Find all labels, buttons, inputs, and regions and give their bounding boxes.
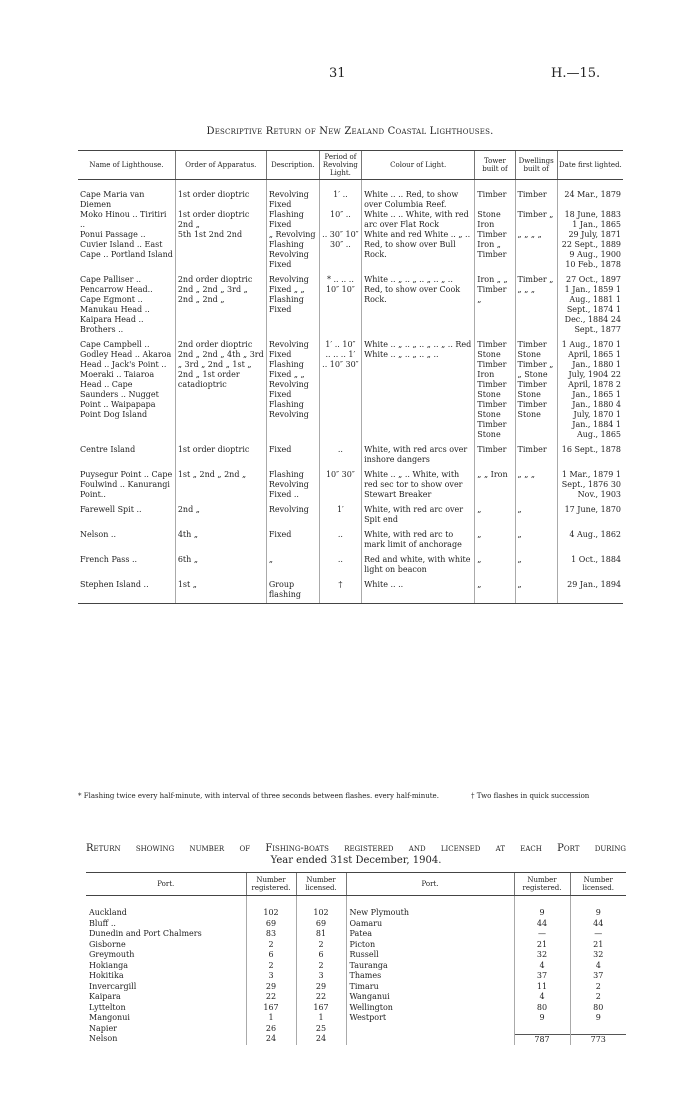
- lighthouse-cell-dwell: Timber Stone Timber „ „ Stone Timber Stone Timber Stone: [515, 335, 557, 440]
- right-boats-cell-reg: 4: [514, 961, 570, 972]
- lighthouse-cell-desc: Revolving Fixed „ „ Flashing Fixed: [266, 270, 319, 335]
- lighthouse-cell-order: 2nd order dioptric 2nd „ 2nd „ 3rd „ 2nd „ 2nd „: [175, 270, 266, 335]
- right-boats-cell-lic: 4: [570, 961, 626, 972]
- left-boats-cell-lic: 102: [296, 896, 346, 919]
- lighthouse-cell-name: Puysegur Point .. Cape Foulwind .. Kanurangi Point..: [80, 470, 173, 499]
- left-boats-cell-reg: 2: [246, 940, 296, 951]
- left-boats-cell-port: Invercargill: [89, 981, 137, 991]
- lighthouse-cell-desc: Revolving Fixed Flashing Fixed „ „ Revolving Fixed Flashing Revolving: [266, 335, 319, 440]
- right-boats-cell-port: Wanganui: [346, 992, 514, 1003]
- lighthouse-cell-desc: Fixed: [266, 440, 319, 465]
- left-boats-cell-reg: 83: [246, 929, 296, 940]
- left-boats-cell-lic: 81: [296, 929, 346, 940]
- boats-row: [86, 982, 626, 993]
- right-boats-cell-reg: 11: [514, 982, 570, 993]
- lighthouse-cell-period: 10″ 30″: [319, 465, 361, 500]
- lighthouse-cell-colour: White .. .. White, with red arc over Flat Rock: [362, 210, 475, 230]
- lighthouse-cell-tower: „: [475, 525, 515, 550]
- lighthouse-cell-colour: White, with red arcs over inshore dangers: [362, 440, 475, 465]
- lighthouse-cell-colour: White .. .. Red, to show over Columbia Reef.: [362, 180, 475, 211]
- lighthouse-cell-name: Stephen Island ..: [78, 575, 175, 604]
- lighthouse-row: [78, 575, 623, 604]
- lighthouse-cell-order: 1st order dioptric: [175, 440, 266, 465]
- lighthouse-cell-date: 24 Mar., 1879: [557, 180, 623, 211]
- left-boats-cell-port: Mangonui: [89, 1013, 130, 1022]
- right-boats-cell-reg: 80: [514, 1003, 570, 1014]
- left-boats-cell-reg: 29: [246, 982, 296, 993]
- right-boats-cell-lic: 44: [570, 919, 626, 930]
- lighthouse-cell-tower: „: [475, 500, 515, 525]
- left-boats-cell-port: Lyttelton: [89, 1002, 126, 1012]
- left-boats-cell-lic: 29: [296, 982, 346, 993]
- lighthouse-cell-dwell: „: [515, 500, 557, 525]
- lighthouse-cell-order: 2nd „: [175, 500, 266, 525]
- left-boats-cell-port: Greymouth: [89, 950, 135, 959]
- lighthouse-row: [78, 465, 623, 500]
- right-boats-cell-port: Oamaru: [346, 919, 514, 930]
- lighthouse-return-title: Descriptive Return of New Zealand Coastal Lighthouses.: [206, 126, 494, 137]
- lighthouse-cell-dwell: Timber: [515, 440, 557, 465]
- lighthouse-table: [78, 150, 623, 604]
- left-boats-cell-reg: 167: [246, 1003, 296, 1014]
- lighthouse-row: [78, 270, 623, 335]
- lighthouse-cell-name: Farewell Spit ..: [80, 505, 142, 514]
- column-header: Description.: [266, 151, 319, 180]
- boats-row: [86, 992, 626, 1003]
- lighthouse-header-row: [78, 151, 623, 180]
- column-header: Date first lighted.: [557, 151, 623, 180]
- lighthouse-cell-colour: White, with red arc to mark limit of anchorage: [362, 525, 475, 550]
- left-boats-cell-lic: 69: [296, 919, 346, 930]
- right-boats-cell-reg: —: [514, 929, 570, 940]
- left-boats-cell-reg: 24: [246, 1034, 296, 1045]
- lighthouse-cell-date: 29 Jan., 1894: [557, 575, 623, 604]
- right-boats-cell-lic: 2: [570, 992, 626, 1003]
- lighthouse-cell-dwell: „: [515, 575, 557, 604]
- lighthouse-cell-desc: „ Revolving Flashing Revolving Fixed: [266, 230, 319, 270]
- right-boats-cell-reg: [514, 1024, 570, 1035]
- lighthouse-cell-order: 1st order dioptric: [175, 180, 266, 211]
- left-boats-cell-lic: 3: [296, 971, 346, 982]
- left-boats-cell-port: Kaipara: [89, 992, 121, 1001]
- page-number: 31: [329, 66, 346, 81]
- right-boats-cell-lic: [570, 1024, 626, 1035]
- right-boats-cell-port: Timaru: [346, 982, 514, 993]
- column-header: Number registered.: [246, 873, 296, 896]
- column-header: Name of Lighthouse.: [78, 151, 175, 180]
- lighthouse-row: [78, 525, 623, 550]
- lighthouse-cell-dwell: Timber „ „ „ „: [515, 270, 557, 335]
- lighthouse-cell-name: Cape Palliser .. Pencarrow Head.. Cape Egmont .. Manukau Head .. Kaipara Head .. Brothers ..: [80, 275, 153, 334]
- page-header: [0, 66, 700, 82]
- lighthouse-cell-colour: White .. „ .. White, with red sec tor to show over Stewart Breaker: [362, 465, 475, 500]
- footnote-star: * Flashing twice every half-minute, with interval of three seconds between flashes. every half-minute.: [78, 792, 439, 800]
- left-boats-cell-reg: 3: [246, 971, 296, 982]
- lighthouse-cell-desc: Revolving: [266, 500, 319, 525]
- right-boats-cell-reg: 9: [514, 896, 570, 919]
- lighthouse-cell-date: 1 Mar., 1879 1 Sept., 1876 30 Nov., 1903: [557, 465, 623, 500]
- lighthouse-cell-colour: White, with red arc over Spit end: [362, 500, 475, 525]
- left-boats-cell-lic: 22: [296, 992, 346, 1003]
- right-boats-cell-reg: 32: [514, 950, 570, 961]
- lighthouse-cell-order: 5th 1st 2nd 2nd: [175, 230, 266, 270]
- lighthouse-cell-dwell: „ „ „ „: [515, 230, 557, 270]
- left-boats-cell-port: Dunedin and Port Chalmers: [89, 929, 202, 938]
- right-boats-cell-port: Thames: [346, 971, 514, 982]
- column-header: Tower built of: [475, 151, 515, 180]
- lighthouse-cell-desc: „: [266, 550, 319, 575]
- right-boats-cell-port: Tauranga: [346, 961, 514, 972]
- left-boats-cell-reg: 22: [246, 992, 296, 1003]
- lighthouse-cell-tower: „: [475, 575, 515, 604]
- lighthouse-cell-tower: „: [475, 550, 515, 575]
- lighthouse-cell-order: 4th „: [175, 525, 266, 550]
- lighthouse-cell-tower: Stone Iron: [475, 210, 515, 230]
- lighthouse-cell-colour: White .. „ .. „ .. „ .. „ .. Red White .. „ .. „ .. „ ..: [362, 335, 475, 440]
- lighthouse-cell-period: ..: [319, 440, 361, 465]
- right-boats-cell-lic: 37: [570, 971, 626, 982]
- lighthouse-cell-desc: Flashing Revolving Fixed ..: [266, 465, 319, 500]
- lighthouse-cell-desc: Fixed: [266, 525, 319, 550]
- lighthouse-cell-period: * .. .. .. 10″ 10″: [319, 270, 361, 335]
- lighthouse-cell-period: ..: [319, 550, 361, 575]
- lighthouse-cell-order: 1st „: [175, 575, 266, 604]
- boats-header-row: [86, 873, 626, 896]
- lighthouse-row: [78, 210, 623, 230]
- right-boats-cell-lic: 9: [570, 896, 626, 919]
- lighthouse-cell-date: 29 July, 1871 22 Sept., 1889 9 Aug., 1900 10 Feb., 1878: [557, 230, 623, 270]
- lighthouse-cell-order: 2nd order dioptric 2nd „ 2nd „ 4th „ 3rd „ 3rd „ 2nd „ 1st „ 2nd „ 1st order catadioptric: [175, 335, 266, 440]
- left-boats-cell-port: Hokitika: [89, 971, 124, 980]
- left-boats-cell-reg: 69: [246, 919, 296, 930]
- lighthouse-cell-date: 18 June, 1883 1 Jan., 1865: [557, 210, 623, 230]
- boats-row: [86, 919, 626, 930]
- left-boats-cell-lic: 167: [296, 1003, 346, 1014]
- boats-row: [86, 1024, 626, 1035]
- lighthouse-cell-desc: Flashing Fixed: [266, 210, 319, 230]
- lighthouse-cell-dwell: „ „ „: [515, 465, 557, 500]
- left-boats-cell-lic: 6: [296, 950, 346, 961]
- lighthouse-row: [78, 335, 623, 440]
- right-boats-cell-lic: —: [570, 929, 626, 940]
- lighthouse-cell-name: French Pass ..: [80, 555, 138, 564]
- boats-row: [86, 896, 626, 919]
- lighthouse-cell-name: Centre Island: [80, 445, 136, 454]
- lighthouse-cell-colour: White .. ..: [362, 575, 475, 604]
- lighthouse-cell-tower: Iron „ „ Timber „: [475, 270, 515, 335]
- lighthouse-row: [78, 500, 623, 525]
- column-header: Number registered.: [514, 873, 570, 896]
- right-boats-cell-lic: 2: [570, 982, 626, 993]
- footnote-dagger: † Two flashes in quick succession: [471, 792, 590, 800]
- right-boats-cell-reg: 787: [514, 1034, 570, 1045]
- lighthouse-cell-period: 1′ .. 10″ .. .. .. 1′ .. 10″ 30″: [319, 335, 361, 440]
- lighthouse-cell-period: 1′: [319, 500, 361, 525]
- left-boats-cell-port: Bluff ..: [89, 918, 116, 928]
- lighthouse-cell-tower: Timber: [475, 440, 515, 465]
- column-header: Period of Revolving Light.: [319, 151, 361, 180]
- right-boats-cell-reg: 21: [514, 940, 570, 951]
- left-boats-cell-lic: 24: [296, 1034, 346, 1045]
- lighthouse-cell-date: 1 Oct., 1884: [557, 550, 623, 575]
- lighthouse-cell-desc: Revolving Fixed: [266, 180, 319, 211]
- right-boats-cell-port: [346, 1034, 514, 1045]
- right-boats-cell-reg: 4: [514, 992, 570, 1003]
- lighthouse-cell-date: 4 Aug., 1862: [557, 525, 623, 550]
- boats-row: [86, 929, 626, 940]
- lighthouse-cell-date: 27 Oct., 1897 1 Jan., 1859 1 Aug., 1881 1 Sept., 1874 1 Dec., 1884 24 Sept., 1877: [557, 270, 623, 335]
- lighthouse-cell-colour: White and red White .. „ .. Red, to show over Bull Rock.: [362, 230, 475, 270]
- left-boats-cell-port: Auckland: [89, 908, 127, 917]
- lighthouse-cell-tower: „ „ Iron: [475, 465, 515, 500]
- right-boats-cell-reg: 9: [514, 1013, 570, 1024]
- right-boats-cell-lic: 32: [570, 950, 626, 961]
- left-boats-cell-reg: 6: [246, 950, 296, 961]
- fishing-boats-title-line2: Year ended 31st December, 1904.: [270, 855, 442, 866]
- left-boats-cell-lic: 1: [296, 1013, 346, 1024]
- column-header: Port.: [86, 873, 246, 896]
- column-header: Order of Apparatus.: [175, 151, 266, 180]
- lighthouse-cell-colour: White .. „ .. „ .. „ .. „ .. Red, to show over Cook Rock.: [362, 270, 475, 335]
- lighthouse-cell-name: Cape Campbell .. Godley Head .. Akaroa Head .. Jack's Point .. Moeraki .. Taiaroa Head .. Cape Saunders .. Nugget Point .. Waipapapa Point Dog Island: [80, 340, 172, 419]
- left-boats-cell-port: Hokianga: [89, 960, 129, 970]
- left-boats-cell-port: Nelson: [89, 1034, 118, 1043]
- left-boats-cell-lic: 2: [296, 961, 346, 972]
- lighthouse-cell-desc: Group flashing: [266, 575, 319, 604]
- right-boats-cell-lic: 773: [570, 1034, 626, 1045]
- left-boats-cell-reg: 2: [246, 961, 296, 972]
- lighthouse-cell-name: Ponui Passage .. Cuvier Island .. East Cape .. Portland Island: [80, 230, 173, 259]
- left-boats-cell-port: Napier: [89, 1023, 118, 1033]
- boats-row: [86, 950, 626, 961]
- lighthouse-cell-tower: Timber: [475, 180, 515, 211]
- right-boats-cell-port: [346, 1024, 514, 1035]
- right-boats-cell-port: New Plymouth: [346, 896, 514, 919]
- fishing-boats-title: [86, 843, 626, 867]
- left-boats-cell-port: Gisborne: [89, 939, 126, 949]
- right-boats-cell-lic: 9: [570, 1013, 626, 1024]
- lighthouse-row: [78, 440, 623, 465]
- boats-row: [86, 971, 626, 982]
- lighthouse-cell-name: Moko Hinou .. Tiritiri ..: [80, 210, 167, 229]
- right-boats-cell-port: Picton: [346, 940, 514, 951]
- column-header: Number licensed.: [296, 873, 346, 896]
- lighthouse-cell-tower: Timber Iron „ Timber: [475, 230, 515, 270]
- right-boats-cell-port: Patea: [346, 929, 514, 940]
- lighthouse-cell-colour: Red and white, with white light on beacon: [362, 550, 475, 575]
- boats-row: [86, 1013, 626, 1024]
- fishing-boats-table: [86, 872, 626, 1045]
- lighthouse-row: [78, 180, 623, 211]
- lighthouse-cell-date: 1 Aug., 1870 1 April, 1865 1 Jan., 1880 1 July, 1904 22 April, 1878 2 Jan., 1865 1 Jan., 1880 4 July, 1870 1 Jan., 1884 1 Aug., 1865: [557, 335, 623, 440]
- fishing-boats-title-line1: Return showing number of Fishing-boats registered and licensed at each Port during: [86, 843, 626, 854]
- column-header: Number licensed.: [570, 873, 626, 896]
- right-boats-cell-reg: 37: [514, 971, 570, 982]
- right-boats-cell-port: Wellington: [346, 1003, 514, 1014]
- column-header: Dwellings built of: [515, 151, 557, 180]
- lighthouse-cell-period: †: [319, 575, 361, 604]
- right-boats-cell-reg: 44: [514, 919, 570, 930]
- left-boats-cell-reg: 102: [246, 896, 296, 919]
- left-boats-cell-lic: 2: [296, 940, 346, 951]
- right-boats-cell-port: Westport: [346, 1013, 514, 1024]
- column-header: Colour of Light.: [362, 151, 475, 180]
- lighthouse-cell-dwell: Timber: [515, 180, 557, 211]
- lighthouse-cell-period: ..: [319, 525, 361, 550]
- lighthouse-cell-order: 1st „ 2nd „ 2nd „: [175, 465, 266, 500]
- boats-row: [86, 961, 626, 972]
- lighthouse-cell-date: 17 June, 1870: [557, 500, 623, 525]
- lighthouse-cell-date: 16 Sept., 1878: [557, 440, 623, 465]
- lighthouse-cell-tower: Timber Stone Timber Iron Timber Stone Timber Stone Timber Stone: [475, 335, 515, 440]
- lighthouse-cell-name: Nelson ..: [80, 530, 116, 539]
- lighthouse-row: [78, 230, 623, 270]
- lighthouse-cell-order: 1st order dioptric 2nd „: [175, 210, 266, 230]
- column-header: Port.: [346, 873, 514, 896]
- boats-row: [86, 1034, 626, 1045]
- lighthouse-cell-period: .. 30″ 10″ 30″ ..: [319, 230, 361, 270]
- lighthouse-cell-dwell: Timber „: [515, 210, 557, 230]
- left-boats-cell-reg: 1: [246, 1013, 296, 1024]
- lighthouse-cell-period: 1′ ..: [319, 180, 361, 211]
- right-boats-cell-port: Russell: [346, 950, 514, 961]
- left-boats-cell-lic: 25: [296, 1024, 346, 1035]
- boats-row: [86, 1003, 626, 1014]
- lighthouse-cell-name: Cape Maria van Diemen: [80, 190, 145, 209]
- lighthouse-row: [78, 550, 623, 575]
- boats-row: [86, 940, 626, 951]
- right-boats-cell-lic: 80: [570, 1003, 626, 1014]
- lighthouse-cell-dwell: „: [515, 525, 557, 550]
- right-boats-cell-lic: 21: [570, 940, 626, 951]
- lighthouse-cell-period: 10″ ..: [319, 210, 361, 230]
- lighthouse-cell-order: 6th „: [175, 550, 266, 575]
- left-boats-cell-reg: 26: [246, 1024, 296, 1035]
- lighthouse-cell-dwell: „: [515, 550, 557, 575]
- document-reference: H.—15.: [551, 66, 601, 81]
